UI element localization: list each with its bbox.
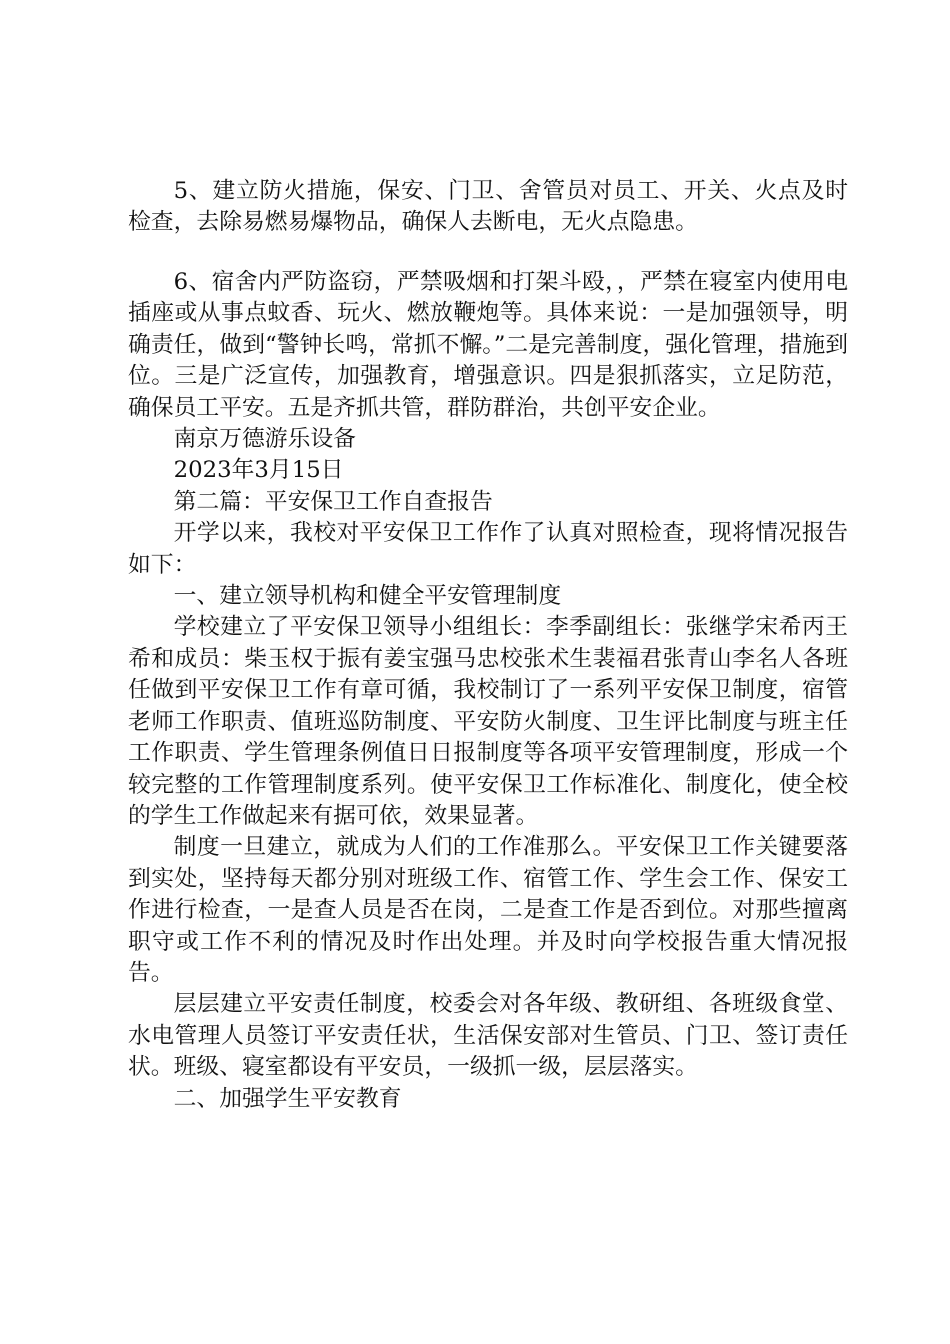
paragraph-fire-prevention: 5、建立防火措施，保安、门卫、舍管员对员工、开关、火点及时检查，去除易燃易爆物品，确保人去断电，无火点隐患。 bbox=[128, 178, 848, 236]
section-title: 第二篇：平安保卫工作自查报告 bbox=[173, 488, 493, 515]
document-flow bbox=[128, 267, 848, 1115]
paragraph-responsibility: 层层建立平安责任制度，校委会对各年级、教研组、各班级食堂、水电管理人员签订平安责任状，生活保安部对生管员、门卫、签订责任状。班级、寝室都设有平安员，一级抓一级，层层落实。 bbox=[128, 991, 848, 1081]
paragraph-system-implementation: 制度一旦建立，就成为人们的工作准那么。平安保卫工作关键要落到实处，坚持每天都分别对班级工作、宿管工作、学生会工作、保安工作进行检查，一是查人员是否在岗，二是查工作是否到位。对那些擅离职守或工作不利的情况及时作出处理。并及时向学校报告重大情况报告。 bbox=[128, 834, 848, 986]
paragraph-leadership-group: 学校建立了平安保卫领导小组组长：李季副组长：张继学宋希丙王希和成员：柴玉权于振有姜宝强马忠校张术生裴福君张青山李名人各班任做到平安保卫工作有章可循，我校制订了一系列平安保卫制度，宿管老师工作职责、值班巡防制度、平安防火制度、卫生评比制度与班主任工作职责、学生管理条例值日日报制度等各项平安管理制度，形成一个较完整的工作管理制度系列。使平安保卫工作标准化、制度化，使全校的学生工作做起来有据可依，效果显著。 bbox=[128, 614, 848, 829]
document-date: 2023年3月15日 bbox=[173, 457, 344, 484]
heading-safety-education: 二、加强学生平安教育 bbox=[173, 1085, 402, 1112]
heading-leadership: 一、建立领导机构和健全平安管理制度 bbox=[173, 583, 562, 610]
paragraph-dormitory-security: 6、宿舍内严防盗窃，严禁吸烟和打架斗殴，，严禁在寝室内使用电插座或从事点蚊香、玩火、燃放鞭炮等。具体来说：一是加强领导，明确责任，做到“警钟长鸣，常抓不懈。”二是完善制度，强化管理，措施到位。三是广泛宣传，加强教育，增强意识。四是狠抓落实，立足防范，确保员工平安。五是齐抓共管，群防群治，共创平安企业。 bbox=[128, 269, 848, 421]
paragraph-intro: 开学以来，我校对平安保卫工作作了认真对照检查，现将情况报告如下： bbox=[128, 520, 848, 578]
company-signature: 南京万德游乐设备 bbox=[173, 426, 356, 453]
